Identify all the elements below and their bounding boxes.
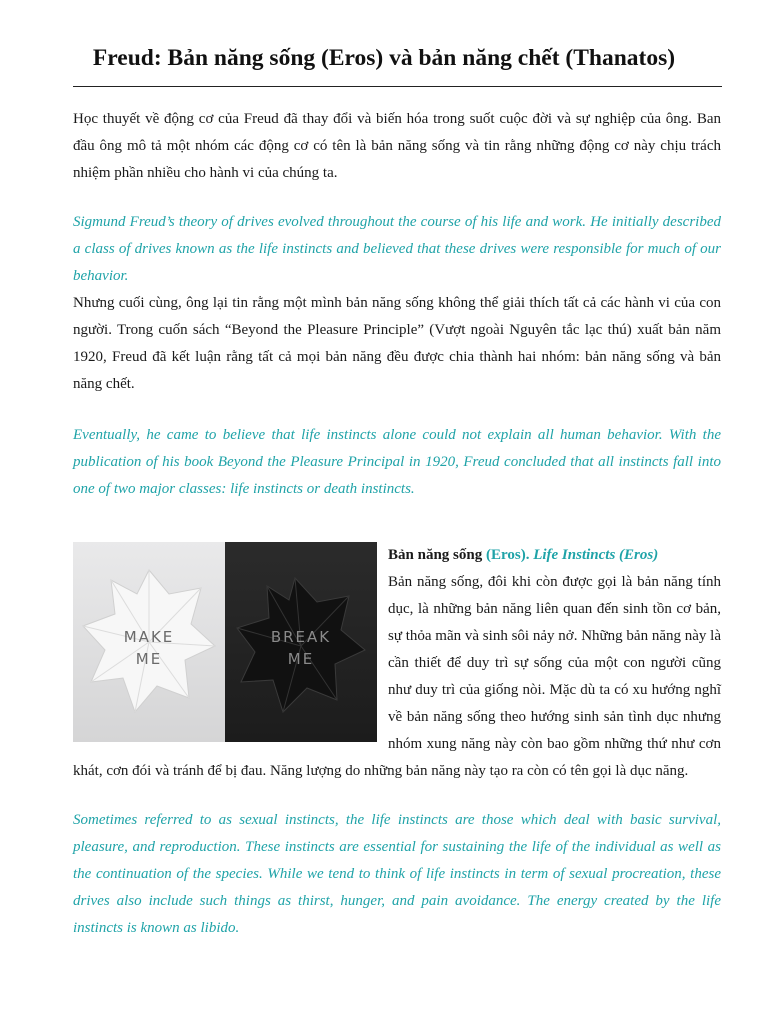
break-me-panel bbox=[225, 542, 377, 742]
heading-eros: (Eros). bbox=[485, 547, 530, 563]
heading-vi: Bản năng sống bbox=[388, 547, 483, 563]
paragraph-en-1: Sigmund Freud’s theory of drives evolved throughout the course of his life and work. He initially described a class of drives known as the life instincts and believed that these drives were responsible for much of our behavior. bbox=[73, 214, 721, 284]
title-divider bbox=[73, 86, 722, 87]
page-title: Freud: Bản năng sống (Eros) và bản năng chết (Thanatos) bbox=[92, 45, 676, 71]
make-me-break-me-image bbox=[73, 542, 377, 742]
make-me-panel bbox=[73, 542, 225, 742]
break-label: BREAK bbox=[270, 628, 332, 646]
make-me-label: ME bbox=[135, 650, 163, 668]
paragraph-en-2: Eventually, he came to believe that life instincts alone could not explain all human behavior. With the publication of his book Beyond the Pleasure Principal in 1920, Freud concluded that all instincts fall into one of two major classes: life instincts or death instincts. bbox=[73, 427, 721, 497]
paragraph-vi-1: Học thuyết về động cơ của Freud đã thay đổi và biến hóa trong suốt cuộc đời và sự nghiệp của ông. Ban đầu ông mô tả một nhóm các động cơ có tên là bản năng sống và tin rằng những động cơ này chịu trách nhiệm phần nhiều cho hành vi của chúng ta. bbox=[73, 111, 721, 181]
heading-en: Life Instincts (Eros) bbox=[533, 547, 659, 563]
paragraph-en-3: Sometimes referred to as sexual instincts, the life instincts are those which deal with basic survival, pleasure, and reproduction. These instincts are essential for sustaining the life of the individual as well as the continuation of the species. While we tend to think of life instincts in term of sexual procreation, these drives also include such things as thirst, hunger, and pain avoidance. The energy created by the life instincts is known as libido. bbox=[73, 812, 721, 936]
break-me-label: ME bbox=[287, 650, 315, 668]
life-instincts-section bbox=[73, 542, 721, 785]
make-label: MAKE bbox=[123, 628, 175, 646]
section-body: Bản năng sống, đôi khi còn được gọi là bản năng tính dục, là những bản năng liên quan đến sinh tồn cơ bản, sự thỏa mãn và sinh sôi nảy nở. Những bản năng này là cần thiết để duy trì sự sống của một con người cũng như duy trì của giống nòi. Mặc dù ta có xu hướng nghĩ về bản năng sống theo hướng sinh sản tình dục nhưng nhóm xung năng này còn bao gồm những thứ như cơn khát, cơn đói và tránh để bị đau. Năng lượng do những bản năng này tạo ra còn có tên gọi là dục năng. bbox=[73, 574, 721, 779]
paragraph-vi-2: Nhưng cuối cùng, ông lại tin rằng một mình bản năng sống không thể giải thích tất cả các hành vi của con người. Trong cuốn sách “Beyond the Pleasure Principle” (Vượt ngoài Nguyên tắc lạc thú) xuất bản năm 1920, Freud đã kết luận rằng tất cả mọi bản năng đều được chia thành hai nhóm: bản năng sống và bản năng chết. bbox=[73, 295, 721, 392]
